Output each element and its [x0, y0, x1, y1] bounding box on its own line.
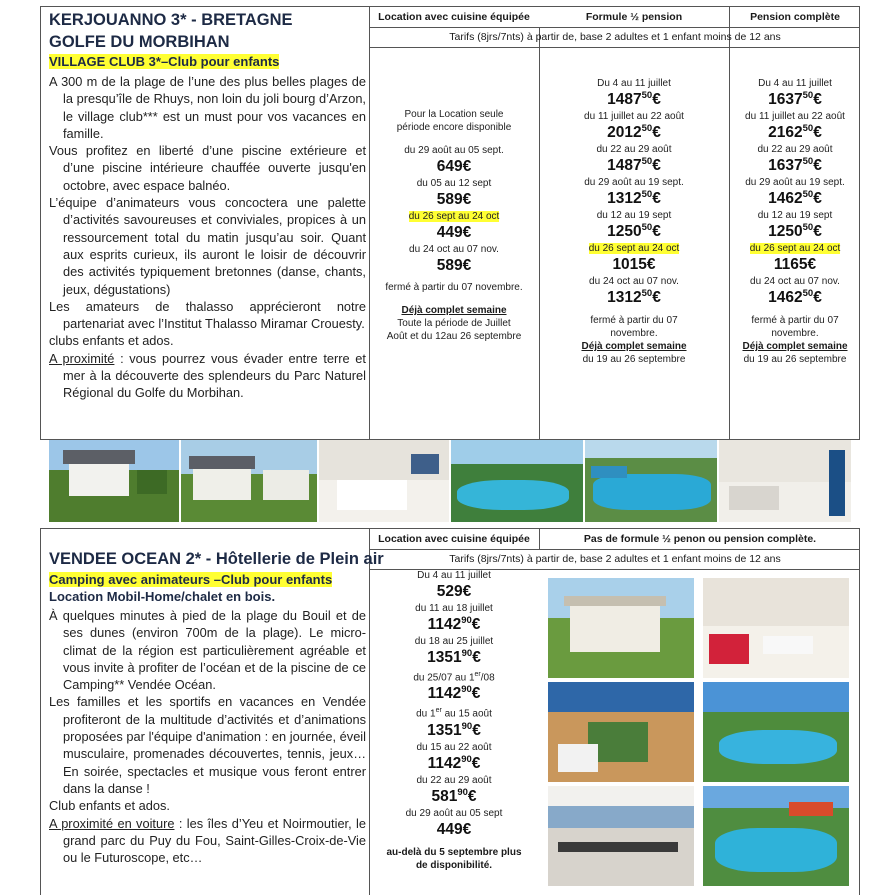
date-range: du 1er au 15 août	[416, 707, 492, 720]
header-pension-complete: Pension complète	[750, 11, 840, 23]
kerjouanno-section	[40, 6, 860, 440]
price: 589€	[436, 257, 472, 274]
date-range: du 22 au 29 août	[596, 144, 672, 155]
date-range: du 29 août au 05 sept.	[404, 145, 504, 156]
closing-note: fermé à partir du 07	[751, 315, 839, 326]
full-booked-period: du 19 au 26 septembre	[743, 354, 847, 365]
tarifs-note: Tarifs (8jrs/7nts) à partir de, base 2 adultes et 1 enfant moins de 12 ans	[449, 31, 781, 43]
date-range: Du 4 au 11 juillet	[758, 78, 832, 89]
closing-note: fermé à partir du 07 novembre.	[385, 282, 523, 293]
desc-paragraph	[49, 350, 366, 402]
nearby-text: : vous pourrez vous évader entre terre et mer à la découverte des splendeurs du Parc Naturel Régional du Golfe du Morbihan.	[63, 350, 366, 401]
price: 1312$^{50}$€	[607, 189, 661, 207]
closing-note: novembre.	[771, 328, 819, 339]
price: 1015€	[612, 256, 656, 273]
date-range: du 22 au 29 août	[416, 774, 492, 786]
photo-terrace	[548, 682, 694, 782]
price-column-demi-pension	[539, 77, 729, 366]
date-range: du 22 au 29 août	[757, 144, 833, 155]
date-range-highlighted: du 26 sept au 24 oct	[749, 243, 841, 254]
date-range: du 29 août au 19 sept.	[745, 177, 845, 188]
date-range: du 24 oct au 07 nov.	[589, 276, 679, 287]
nearby-label: A proximité	[49, 350, 115, 366]
desc-paragraph: Vous profitez en liberté d’une piscine extérieure et d’une piscine intérieure chauffée ouverte jusqu'en octobre, avec espace balnéo.	[49, 143, 366, 193]
price: 449€	[436, 224, 472, 241]
divider	[369, 47, 859, 48]
date-range: du 11 juillet au 22 août	[584, 111, 684, 122]
full-booked-period: Août et du 12au 26 septembre	[386, 331, 522, 342]
full-booked-period: du 19 au 26 septembre	[582, 354, 686, 365]
header-demi-pension: Formule ½ pension	[585, 11, 683, 23]
nearby-text: : les îles d’Yeu et Noirmoutier, le grand parc du Puy du Fou, Saint-Gilles-Croix-de-Vie ou le Futuroscope, etc…	[63, 815, 366, 866]
photo-restaurant	[548, 786, 694, 886]
full-booked-label: Déjà complet semaine	[581, 341, 687, 352]
photo-bedroom	[319, 440, 449, 522]
price: 1165€	[773, 256, 817, 273]
photo-houses	[181, 440, 317, 522]
desc-paragraph: clubs enfants et ados.	[49, 333, 174, 349]
desc-paragraph: Les familles et les sportifs en vacances en Vendée profiteront de la multitude d’activités et d’animations proposées par l'équipe d'animation : en journée, éveil musculaire, promenades découvertes, tennis, jeux… En soirée, spectacles et musique vous feront entrer dans la danse !	[49, 694, 366, 796]
price: 589€	[436, 191, 472, 208]
date-range: Du 4 au 11 juillet	[597, 78, 671, 89]
price: 1487$^{50}$€	[607, 90, 661, 108]
camping-subtitle: Camping avec animateurs –Club pour enfants	[49, 572, 333, 587]
hotel-title: KERJOUANNO 3* - BRETAGNE	[49, 11, 293, 29]
price: 2012$^{50}$€	[607, 123, 661, 141]
date-range: du 29 août au 19 sept.	[584, 177, 684, 188]
photo-pool	[451, 440, 583, 522]
photo-water-slide	[703, 786, 849, 886]
photo-mobile-home	[548, 578, 694, 678]
desc-paragraph: A 300 m de la plage de l’une des plus belles plages de la presqu’île de Rhuys, non loin du joli bourg d’Arzon, le village club*** est un must pour vos vacances en famille.	[49, 74, 366, 141]
header-no-board: Pas de formule ½ penon ou pension complète.	[583, 533, 817, 545]
header-location: Location avec cuisine équipée	[378, 11, 530, 23]
price: 529€	[436, 583, 472, 600]
date-range: du 25/07 au 1er/08	[413, 671, 495, 684]
photo-kitchen	[703, 578, 849, 678]
camping-title: VENDEE OCEAN 2* - Hôtellerie de Plein air	[49, 550, 384, 568]
date-range: Du 4 au 11 juillet	[417, 570, 491, 581]
date-range: du 11 au 18 juillet	[415, 603, 493, 614]
price: 1462$^{50}$€	[768, 288, 822, 306]
hotel-region: GOLFE DU MORBIHAN	[49, 33, 230, 51]
price: 1142$^{90}$€	[427, 684, 481, 703]
date-range: du 05 au 12 sept	[416, 178, 492, 189]
header-location: Location avec cuisine équipée	[378, 533, 530, 545]
price: 1351$^{90}$€	[427, 720, 481, 739]
tarifs-note: Tarifs (8jrs/7nts) à partir de, base 2 adultes et 1 enfant moins de 12 ans	[449, 553, 781, 565]
desc-paragraph	[49, 815, 366, 867]
date-range: du 15 au 22 août	[416, 741, 492, 753]
price: 449€	[436, 820, 472, 838]
price: 1351$^{90}$€	[427, 648, 481, 666]
photo-pool-aerial	[585, 440, 717, 522]
availability-note: de disponibilité.	[415, 859, 493, 871]
date-range: du 18 au 25 juillet	[414, 636, 494, 647]
date-range: du 29 août au 05 sept	[405, 807, 503, 819]
desc-paragraph: Les amateurs de thalasso apprécieront notre partenariat avec l’Institut Thalasso Miramar Crouesty.	[49, 298, 366, 332]
price: 1487$^{50}$€	[607, 156, 661, 174]
date-range: du 11 juillet au 22 août	[745, 111, 845, 122]
date-range: du 12 au 19 sept	[757, 210, 833, 221]
date-range-highlighted: du 26 sept au 24 oct	[408, 211, 500, 222]
photo-cottages	[49, 440, 179, 522]
period-note: Pour la Location seule	[404, 109, 504, 120]
price: 1637$^{50}$€	[768, 156, 822, 174]
date-range: du 24 oct au 07 nov.	[750, 276, 840, 287]
nearby-label: A proximité en voiture	[49, 815, 175, 831]
price: 1312$^{50}$€	[607, 288, 661, 306]
camping-rental-type: Location Mobil-Home/chalet en bois.	[49, 589, 276, 604]
price: 1250$^{50}$€	[768, 222, 822, 240]
camping-description	[49, 607, 366, 866]
price: 1142$^{90}$€	[427, 753, 481, 772]
closing-note: novembre.	[610, 328, 658, 339]
desc-paragraph: À quelques minutes à pied de la plage du Bouil et de ses dunes (environ 700m de la plage). Le micro-climat de la région est particulièrement agréable et vous invite à profiter de l’océan et de la piscine de ce Camping** Vendée Océan.	[49, 608, 366, 693]
date-range: du 12 au 19 sept	[596, 210, 672, 221]
price-column-location	[369, 569, 539, 872]
price: $581^{90}€$	[431, 786, 477, 805]
hotel-description	[49, 73, 366, 402]
period-note: période encore disponible	[396, 122, 512, 133]
full-booked-label: Déjà complet semaine	[742, 341, 848, 352]
availability-note: au-delà du 5 septembre plus	[386, 846, 522, 858]
date-range: du 24 oct au 07 nov.	[409, 244, 499, 255]
photo-pool-park	[703, 682, 849, 782]
date-range-highlighted: du 26 sept au 24 oct	[588, 243, 680, 254]
desc-paragraph: Club enfants et ados.	[49, 798, 170, 814]
hotel-subtitle: VILLAGE CLUB 3*–Club pour enfants	[49, 54, 280, 69]
price: 2162$^{50}$€	[768, 123, 822, 141]
full-booked-label: Déjà complet semaine	[401, 305, 507, 316]
photo-living-room	[719, 440, 851, 522]
price: 1462$^{50}$€	[768, 189, 822, 207]
full-booked-period: Toute la période de Juillet	[397, 318, 511, 329]
price-column-pension-complete	[729, 77, 861, 366]
price: 1250$^{50}$€	[607, 222, 661, 240]
desc-paragraph: L’équipe d’animateurs vous concoctera une palette d’activités savoureuses et conviviales, propices à un ressourcement total du matin jusqu’au soir. Quant aux esprits curieux, ils auront le loisir de découvrir des activités typiquement bretonnes (danse, chants, jeux, dégustations)	[49, 195, 366, 297]
price: 1637$^{50}$€	[768, 90, 822, 108]
closing-note: fermé à partir du 07	[590, 315, 678, 326]
price: 1142$^{90}$€	[427, 615, 481, 633]
price-column-location	[369, 108, 539, 343]
price: 649€	[436, 158, 472, 175]
